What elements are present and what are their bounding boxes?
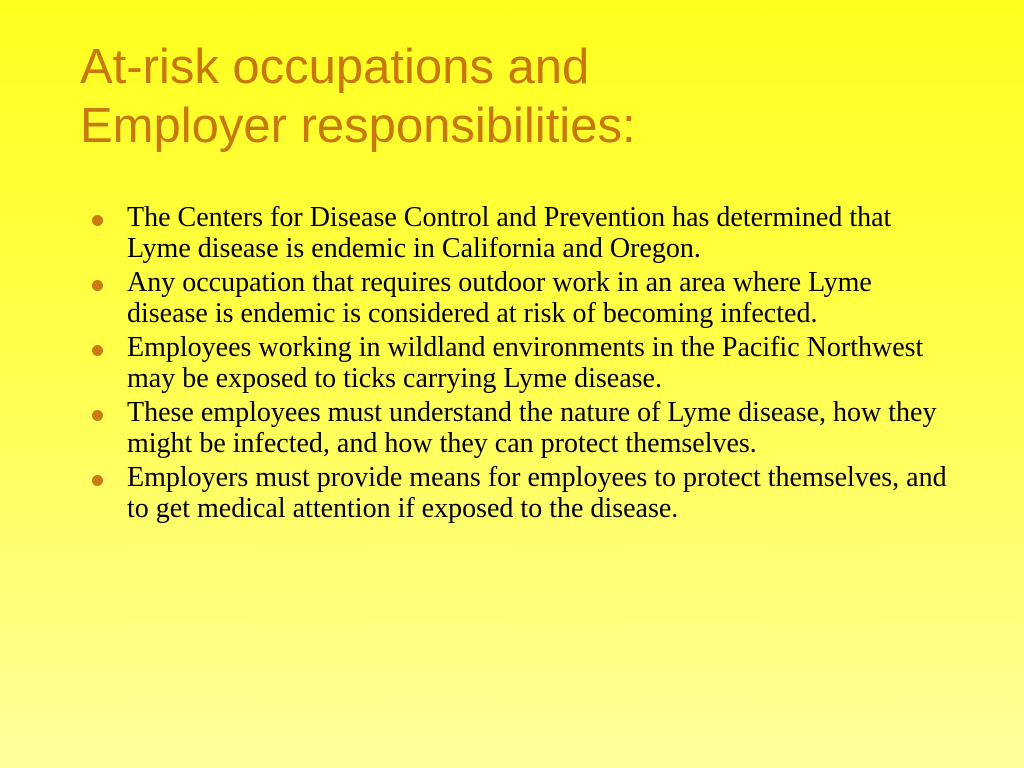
slide-title (80, 38, 980, 156)
bullet-dot-icon (92, 475, 103, 486)
bullet-item-wildland-employees (92, 333, 957, 394)
bullet-dot-icon (92, 215, 103, 226)
bullet-dot-icon (92, 345, 103, 356)
slide-title-line-1: At-risk occupations and (80, 40, 590, 94)
bullet-text: Employees working in wildland environments in the Pacific Northwest may be exposed to ticks carrying Lyme disease. (127, 332, 924, 394)
bullet-item-cdc-endemic (92, 203, 957, 264)
bullet-dot-icon (92, 280, 103, 291)
bullet-text: The Centers for Disease Control and Prevention has determined that Lyme disease is endemic in California and Oregon. (127, 202, 892, 264)
bullet-text: Employers must provide means for employees to protect themselves, and to get medical attention if exposed to the disease. (127, 462, 947, 524)
bullet-item-employer-obligations (92, 463, 957, 524)
slide-title-line-2: Employer responsibilities: (80, 99, 636, 153)
bullet-text: These employees must understand the nature of Lyme disease, how they might be infected, and how they can protect themselves. (127, 397, 937, 459)
bullet-list (92, 203, 957, 528)
bullet-item-employee-understanding (92, 398, 957, 459)
bullet-item-outdoor-occupations (92, 268, 957, 329)
bullet-dot-icon (92, 410, 103, 421)
bullet-text: Any occupation that requires outdoor work in an area where Lyme disease is endemic is considered at risk of becoming infected. (127, 267, 872, 329)
